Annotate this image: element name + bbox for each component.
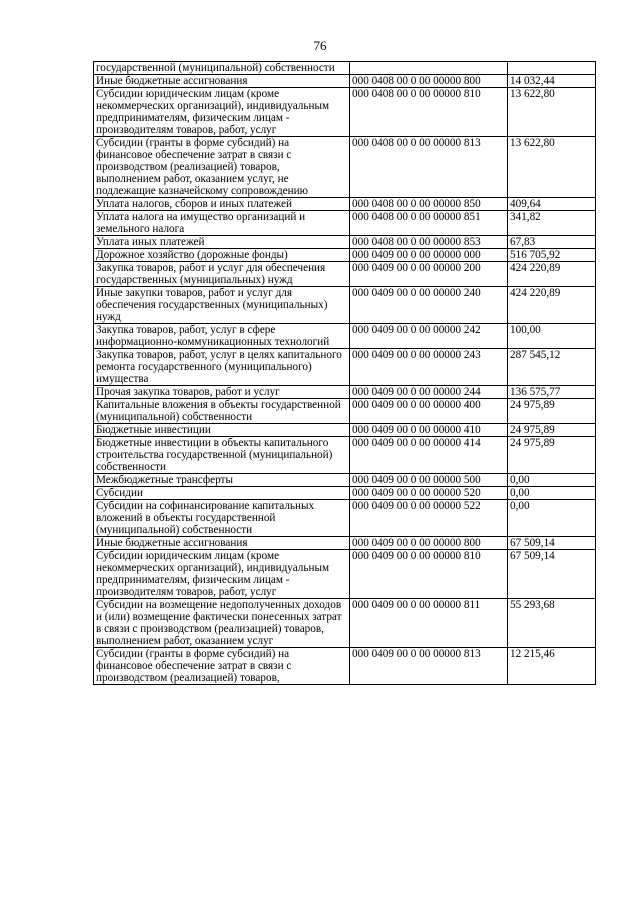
row-sum-cell: 287 545,12 <box>508 349 596 386</box>
row-code-cell: 000 0408 00 0 00 00000 851 <box>350 211 508 236</box>
row-sum-cell: 13 622,80 <box>508 88 596 137</box>
row-code-cell: 000 0408 00 0 00 00000 810 <box>350 88 508 137</box>
row-code-cell: 000 0409 00 0 00 00000 400 <box>350 399 508 424</box>
row-name-cell: Субсидии на возмещение недополученных доходов и (или) возмещение фактически понесенных затрат в связи с производством (реализацией) товаров, выполнением работ, оказанием услуг <box>94 599 350 648</box>
page-number: 76 <box>313 38 327 53</box>
row-name-cell: Иные бюджетные ассигнования <box>94 537 350 550</box>
row-code-cell: 000 0408 00 0 00 00000 800 <box>350 75 508 88</box>
budget-table-body <box>94 62 596 685</box>
row-name-cell: Уплата иных платежей <box>94 236 350 249</box>
row-code-cell: 000 0409 00 0 00 00000 520 <box>350 487 508 500</box>
table-row <box>94 88 596 137</box>
row-name-cell: Иные закупки товаров, работ и услуг для обеспечения государственных (муниципальных) нужд <box>94 287 350 324</box>
table-row <box>94 437 596 474</box>
row-sum-cell: 100,00 <box>508 324 596 349</box>
row-code-cell: 000 0409 00 0 00 00000 200 <box>350 262 508 287</box>
table-row <box>94 550 596 599</box>
row-sum-cell: 136 575,77 <box>508 386 596 399</box>
row-sum-cell: 13 622,80 <box>508 137 596 198</box>
table-row <box>94 648 596 685</box>
row-sum-cell: 14 032,44 <box>508 75 596 88</box>
row-sum-cell: 516 705,92 <box>508 249 596 262</box>
row-name-cell: Субсидии юридическим лицам (кроме некоммерческих организаций), индивидуальным предпринимателям, физическим лицам - производителям товаров, работ, услуг <box>94 88 350 137</box>
row-sum-cell: 24 975,89 <box>508 399 596 424</box>
table-row <box>94 62 596 75</box>
table-row <box>94 137 596 198</box>
table-row <box>94 324 596 349</box>
row-code-cell: 000 0409 00 0 00 00000 811 <box>350 599 508 648</box>
row-sum-cell: 424 220,89 <box>508 287 596 324</box>
row-sum-cell: 24 975,89 <box>508 424 596 437</box>
row-code-cell: 000 0408 00 0 00 00000 853 <box>350 236 508 249</box>
row-sum-cell: 0,00 <box>508 474 596 487</box>
row-sum-cell: 67 509,14 <box>508 537 596 550</box>
row-code-cell: 000 0409 00 0 00 00000 522 <box>350 500 508 537</box>
row-name-cell: Субсидии на софинансирование капитальных вложений в объекты государственной (муниципальной) собственности <box>94 500 350 537</box>
table-row <box>94 537 596 550</box>
table-row <box>94 262 596 287</box>
table-row <box>94 399 596 424</box>
row-name-cell: Уплата налогов, сборов и иных платежей <box>94 198 350 211</box>
row-name-cell: Межбюджетные трансферты <box>94 474 350 487</box>
row-code-cell: 000 0409 00 0 00 00000 240 <box>350 287 508 324</box>
row-sum-cell: 55 293,68 <box>508 599 596 648</box>
row-sum-cell: 0,00 <box>508 500 596 537</box>
row-sum-cell: 12 215,46 <box>508 648 596 685</box>
row-name-cell: Субсидии <box>94 487 350 500</box>
row-code-cell: 000 0409 00 0 00 00000 242 <box>350 324 508 349</box>
row-sum-cell: 409,64 <box>508 198 596 211</box>
row-code-cell: 000 0409 00 0 00 00000 813 <box>350 648 508 685</box>
table-row <box>94 424 596 437</box>
row-name-cell: Закупка товаров, работ, услуг в целях капитального ремонта государственного (муниципального) имущества <box>94 349 350 386</box>
row-code-cell: 000 0409 00 0 00 00000 000 <box>350 249 508 262</box>
budget-table <box>93 61 596 685</box>
row-name-cell: Субсидии (гранты в форме субсидий) на финансовое обеспечение затрат в связи с производством (реализацией) товаров, <box>94 648 350 685</box>
row-code-cell: 000 0409 00 0 00 00000 244 <box>350 386 508 399</box>
row-name-cell: Иные бюджетные ассигнования <box>94 75 350 88</box>
row-name-cell: государственной (муниципальной) собственности <box>94 62 350 75</box>
row-name-cell: Уплата налога на имущество организаций и земельного налога <box>94 211 350 236</box>
row-name-cell: Дорожное хозяйство (дорожные фонды) <box>94 249 350 262</box>
row-name-cell: Бюджетные инвестиции <box>94 424 350 437</box>
row-code-cell: 000 0409 00 0 00 00000 800 <box>350 537 508 550</box>
table-row <box>94 599 596 648</box>
row-name-cell: Прочая закупка товаров, работ и услуг <box>94 386 350 399</box>
row-name-cell: Субсидии юридическим лицам (кроме некоммерческих организаций), индивидуальным предпринимателям, физическим лицам - производителям товаров, работ, услуг <box>94 550 350 599</box>
row-code-cell: 000 0408 00 0 00 00000 850 <box>350 198 508 211</box>
row-code-cell: 000 0409 00 0 00 00000 500 <box>350 474 508 487</box>
table-row <box>94 287 596 324</box>
row-code-cell: 000 0409 00 0 00 00000 243 <box>350 349 508 386</box>
table-row <box>94 349 596 386</box>
table-row <box>94 474 596 487</box>
row-name-cell: Бюджетные инвестиции в объекты капитального строительства государственной (муниципальной) собственности <box>94 437 350 474</box>
row-sum-cell: 424 220,89 <box>508 262 596 287</box>
row-name-cell: Закупка товаров, работ, услуг в сфере информационно-коммуникационных технологий <box>94 324 350 349</box>
table-row <box>94 198 596 211</box>
row-sum-cell: 0,00 <box>508 487 596 500</box>
table-row <box>94 236 596 249</box>
table-row <box>94 211 596 236</box>
table-row <box>94 500 596 537</box>
row-code-cell: 000 0409 00 0 00 00000 810 <box>350 550 508 599</box>
row-sum-cell: 67,83 <box>508 236 596 249</box>
row-sum-cell: 67 509,14 <box>508 550 596 599</box>
row-name-cell: Закупка товаров, работ и услуг для обеспечения государственных (муниципальных) нужд <box>94 262 350 287</box>
row-code-cell: 000 0408 00 0 00 00000 813 <box>350 137 508 198</box>
row-sum-cell: 24 975,89 <box>508 437 596 474</box>
row-sum-cell: 341,82 <box>508 211 596 236</box>
row-sum-cell <box>508 62 596 75</box>
row-code-cell <box>350 62 508 75</box>
row-code-cell: 000 0409 00 0 00 00000 414 <box>350 437 508 474</box>
table-row <box>94 249 596 262</box>
row-name-cell: Субсидии (гранты в форме субсидий) на финансовое обеспечение затрат в связи с производством (реализацией) товаров, выполнением работ, оказанием услуг, не подлежащие казначейскому сопровождению <box>94 137 350 198</box>
table-row <box>94 487 596 500</box>
row-code-cell: 000 0409 00 0 00 00000 410 <box>350 424 508 437</box>
table-row <box>94 386 596 399</box>
row-name-cell: Капитальные вложения в объекты государственной (муниципальной) собственности <box>94 399 350 424</box>
table-row <box>94 75 596 88</box>
